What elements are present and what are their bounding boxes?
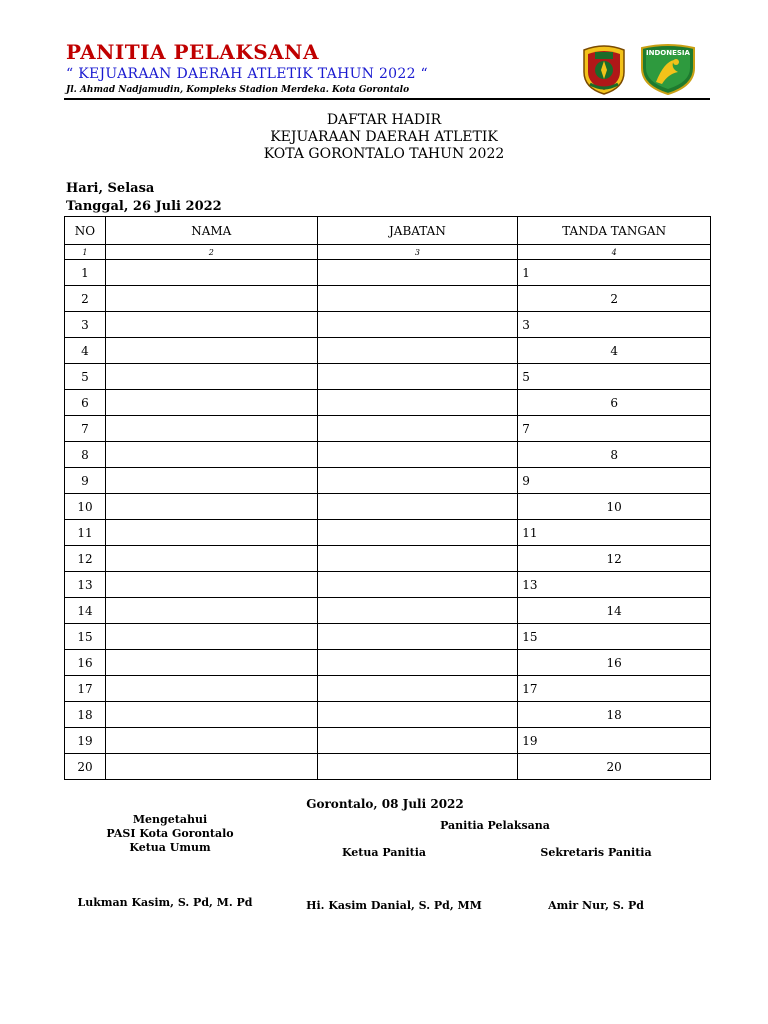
- header-divider: [64, 98, 710, 100]
- name-cell[interactable]: [105, 364, 317, 390]
- header-nama: NAMA: [105, 217, 317, 245]
- row-number: 19: [65, 728, 106, 754]
- position-cell[interactable]: [317, 728, 518, 754]
- header-jabatan: JABATAN: [317, 217, 518, 245]
- table-header-row: [65, 217, 711, 245]
- table-row: [65, 520, 711, 546]
- organization-label: PASI Kota Gorontalo: [106, 827, 234, 840]
- name-cell[interactable]: [105, 260, 317, 286]
- position-cell[interactable]: [317, 754, 518, 780]
- table-row: [65, 364, 711, 390]
- signature-cell: 13: [518, 572, 711, 598]
- signature-cell: 8: [518, 442, 711, 468]
- row-number: 13: [65, 572, 106, 598]
- city-emblem-logo: [578, 44, 630, 96]
- signature-cell: 11: [518, 520, 711, 546]
- name-cell[interactable]: [105, 338, 317, 364]
- day-label: Hari, Selasa: [66, 181, 155, 196]
- signature-cell: 14: [518, 598, 711, 624]
- row-number: 14: [65, 598, 106, 624]
- event-subtitle: “ KEJUARAAN DAERAH ATLETIK TAHUN 2022 “: [66, 66, 429, 82]
- pasi-shield-logo: [638, 42, 698, 96]
- row-number: 11: [65, 520, 106, 546]
- name-cell[interactable]: [105, 676, 317, 702]
- position-cell[interactable]: [317, 312, 518, 338]
- position-cell[interactable]: [317, 598, 518, 624]
- position-cell[interactable]: [317, 624, 518, 650]
- row-number: 9: [65, 468, 106, 494]
- signature-cell: 9: [518, 468, 711, 494]
- signature-cell: 6: [518, 390, 711, 416]
- doc-title-line-2: KEJUARAAN DAERAH ATLETIK: [270, 129, 498, 145]
- name-cell[interactable]: [105, 312, 317, 338]
- table-row: [65, 702, 711, 728]
- column-number: 4: [518, 245, 711, 260]
- row-number: 4: [65, 338, 106, 364]
- column-number: 2: [105, 245, 317, 260]
- position-cell[interactable]: [317, 650, 518, 676]
- position-cell[interactable]: [317, 468, 518, 494]
- row-number: 16: [65, 650, 106, 676]
- table-row: [65, 442, 711, 468]
- table-row: [65, 650, 711, 676]
- chairman-general-label: Ketua Umum: [129, 841, 211, 854]
- signature-cell: 10: [518, 494, 711, 520]
- table-row: [65, 546, 711, 572]
- signature-cell: 2: [518, 286, 711, 312]
- header-no: NO: [65, 217, 106, 245]
- left-signer-name: Lukman Kasim, S. Pd, M. Pd: [77, 896, 253, 909]
- position-cell[interactable]: [317, 546, 518, 572]
- position-cell[interactable]: [317, 572, 518, 598]
- table-row: [65, 572, 711, 598]
- column-number-row: [65, 245, 711, 260]
- row-number: 3: [65, 312, 106, 338]
- shield-banner-text: INDONESIA: [646, 49, 690, 57]
- signature-cell: 19: [518, 728, 711, 754]
- name-cell[interactable]: [105, 728, 317, 754]
- signature-cell: 18: [518, 702, 711, 728]
- position-cell[interactable]: [317, 260, 518, 286]
- name-cell[interactable]: [105, 468, 317, 494]
- chair-signer-name: Hi. Kasim Danial, S. Pd, MM: [306, 899, 482, 912]
- doc-title-line-1: DAFTAR HADIR: [326, 112, 442, 128]
- address-line: Jl. Ahmad Nadjamudin, Kompleks Stadion Merdeka. Kota Gorontalo: [66, 85, 410, 95]
- committee-label: Panitia Pelaksana: [440, 819, 550, 832]
- row-number: 18: [65, 702, 106, 728]
- signature-cell: 5: [518, 364, 711, 390]
- row-number: 15: [65, 624, 106, 650]
- row-number: 5: [65, 364, 106, 390]
- name-cell[interactable]: [105, 754, 317, 780]
- name-cell[interactable]: [105, 416, 317, 442]
- table-row: [65, 312, 711, 338]
- name-cell[interactable]: [105, 598, 317, 624]
- position-cell[interactable]: [317, 702, 518, 728]
- signature-cell: 7: [518, 416, 711, 442]
- row-number: 8: [65, 442, 106, 468]
- table-row: [65, 416, 711, 442]
- signature-cell: 3: [518, 312, 711, 338]
- secretary-signer-name: Amir Nur, S. Pd: [548, 899, 644, 912]
- name-cell[interactable]: [105, 702, 317, 728]
- position-cell[interactable]: [317, 494, 518, 520]
- table-row: [65, 338, 711, 364]
- header-tanda-tangan: TANDA TANGAN: [518, 217, 711, 245]
- table-row: [65, 286, 711, 312]
- position-cell[interactable]: [317, 364, 518, 390]
- table-row: [65, 624, 711, 650]
- name-cell[interactable]: [105, 286, 317, 312]
- table-row: [65, 468, 711, 494]
- chair-title: Ketua Panitia: [341, 846, 427, 859]
- name-cell[interactable]: [105, 572, 317, 598]
- position-cell[interactable]: [317, 416, 518, 442]
- row-number: 12: [65, 546, 106, 572]
- secretary-title: Sekretaris Panitia: [540, 846, 652, 859]
- name-cell[interactable]: [105, 494, 317, 520]
- signature-cell: 4: [518, 338, 711, 364]
- row-number: 2: [65, 286, 106, 312]
- signature-cell: 15: [518, 624, 711, 650]
- row-number: 20: [65, 754, 106, 780]
- row-number: 10: [65, 494, 106, 520]
- table-row: [65, 676, 711, 702]
- column-number: 1: [65, 245, 106, 260]
- signature-cell: 1: [518, 260, 711, 286]
- table-row: [65, 494, 711, 520]
- row-number: 6: [65, 390, 106, 416]
- position-cell[interactable]: [317, 442, 518, 468]
- name-cell[interactable]: [105, 546, 317, 572]
- table-row: [65, 598, 711, 624]
- name-cell[interactable]: [105, 650, 317, 676]
- row-number: 17: [65, 676, 106, 702]
- name-cell[interactable]: [105, 520, 317, 546]
- column-number: 3: [317, 245, 518, 260]
- table-row: [65, 390, 711, 416]
- table-row: [65, 260, 711, 286]
- committee-title: PANITIA PELAKSANA: [66, 40, 319, 64]
- signature-cell: 17: [518, 676, 711, 702]
- doc-title-line-3: KOTA GORONTALO TAHUN 2022: [263, 146, 505, 162]
- name-cell[interactable]: [105, 390, 317, 416]
- name-cell[interactable]: [105, 624, 317, 650]
- signature-cell: 20: [518, 754, 711, 780]
- table-row: [65, 728, 711, 754]
- acknowledged-label: Mengetahui: [132, 813, 208, 826]
- position-cell[interactable]: [317, 286, 518, 312]
- position-cell[interactable]: [317, 338, 518, 364]
- attendance-table: [64, 216, 711, 780]
- position-cell[interactable]: [317, 390, 518, 416]
- position-cell[interactable]: [317, 676, 518, 702]
- position-cell[interactable]: [317, 520, 518, 546]
- name-cell[interactable]: [105, 442, 317, 468]
- date-label: Tanggal, 26 Juli 2022: [66, 199, 222, 214]
- table-row: [65, 754, 711, 780]
- signature-cell: 12: [518, 546, 711, 572]
- row-number: 7: [65, 416, 106, 442]
- place-date: Gorontalo, 08 Juli 2022: [306, 797, 464, 811]
- row-number: 1: [65, 260, 106, 286]
- signature-cell: 16: [518, 650, 711, 676]
